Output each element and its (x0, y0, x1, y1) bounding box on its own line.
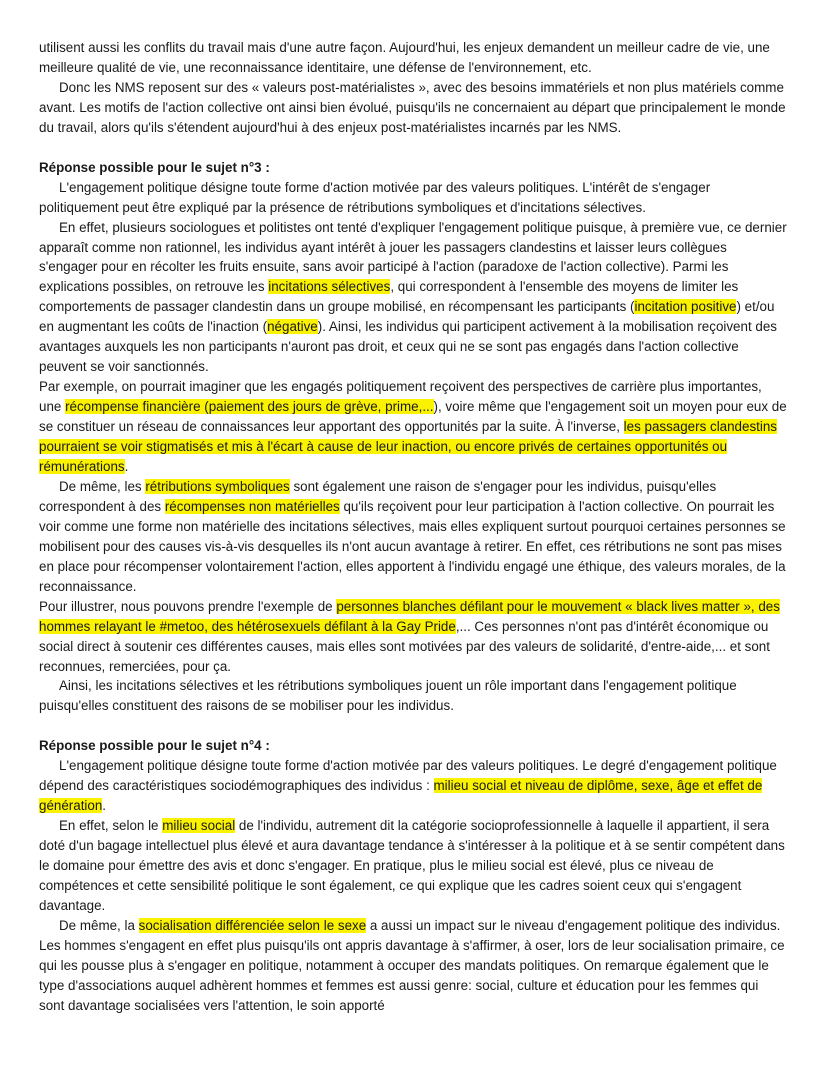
text-span: , qui correspondent à l'ensemble des moyens de limiter les comportements de passager clandestin dans un groupe mobilisé, en récompensant les participants ( (39, 279, 739, 315)
highlight: personnes blanches défilant pour le mouvement « black lives matter », des hommes relayant le #metoo, des hétérosexuels défilant à la Gay Pride (39, 598, 780, 634)
text-span: de l'individu, autrement dit la catégorie socioprofessionnelle à laquelle il appartient, il sera doté d'un bagage intellectuel plus élevé et aura davantage tendance à s'intéresser à la politique et à se sentir compétent dans le domaine pour émettre des avis et donc s'engager. En pratique, plus le milieu social est élevé, plus ce niveau de compétences et cette sensibilité politique le sont également, ce qui explique que les cadres soient ceux qui s'engagent davantage. (39, 818, 785, 913)
highlight: les passagers clandestins pourraient se voir stigmatisés et mis à l'écart à cause de leur inaction, ou encore privés de certaines opportunités ou rémunérations (39, 419, 777, 474)
text-span: ,... Ces personnes n'ont pas d'intérêt économique ou social direct à soutenir ces différentes causes, mais elles sont motivées par des valeurs de solidarité, d'entre-aide,... et sont reconnues, remerciées, pour ça. (39, 618, 770, 674)
text-span: L'engagement politique désigne toute forme d'action motivée par des valeurs politiques. Le degré d'engagement politique dépend des caractéristiques sociodémographiques des individus : (39, 758, 777, 794)
paragraph (39, 477, 787, 597)
text-span: ) et/ou en augmentant les coûts de l'inaction ( (39, 299, 775, 335)
spacer (39, 716, 787, 736)
highlight: socialisation différenciée selon le sexe (138, 917, 367, 933)
highlight: rétributions symboliques (145, 478, 290, 494)
paragraph (39, 597, 787, 677)
text-span: En effet, selon le (59, 818, 163, 834)
paragraph (39, 916, 787, 1016)
paragraph (39, 218, 787, 378)
paragraph (39, 816, 787, 916)
document-page (39, 38, 787, 1016)
text-span: En effet, plusieurs sociologues et politistes ont tenté d'expliquer l'engagement politique puisque, à première vue, ce dernier apparaît comme non rationnel, les individus ayant intérêt à jouer les passagers clandestins et laisser leurs collègues s'engager pour en récolter les fruits ensuite, sans avoir participé à l'action (paradoxe de l'action collective). Parmi les explications possibles, on retrouve les (39, 219, 787, 295)
text-span: . (124, 459, 129, 474)
text-span: Pour illustrer, nous pouvons prendre l'exemple de (39, 598, 337, 614)
text-span: ), voire même que l'engagement soit un moyen pour eux de se constituer un réseau de connaissances leur apportant des opportunités par la suite. À l'inverse, (39, 399, 787, 435)
text-span: qu'ils reçoivent pour leur participation à l'action collective. On pourrait les voir comme une forme non matérielle des incitations sélectives, mais elles expliquent surtout pourquoi certaines personnes se mobilisent pour des causes vis-à-vis desquelles ils n'ont aucun avantage à retirer. En effet, ces rétributions ne sont pas mises en place pour récompenser volontairement l'action, elles apportent à l'individu engagé une éthique, des valeurs morales, de la reconnaissance. (39, 498, 786, 594)
text-span: De même, les (59, 478, 146, 494)
paragraph: Ainsi, les incitations sélectives et les rétributions symboliques jouent un rôle important dans l'engagement politique puisqu'elles constituent des raisons de se mobiliser pour les individus. (39, 678, 737, 714)
section-heading: Réponse possible pour le sujet n°4 : (39, 738, 270, 754)
highlight: milieu social et niveau de diplôme, sexe, âge et effet de génération (39, 778, 763, 814)
highlight: incitations sélectives (268, 279, 391, 295)
text-span: sont également une raison de s'engager pour les individus, puisqu'elles correspondent à des (39, 478, 717, 514)
paragraph (39, 377, 787, 477)
text-span: ). Ainsi, les individus qui participent activement à la mobilisation reçoivent des avantages auxquels les non participants n'auront pas droit, et ceux qui ne se sont pas engagés dans l'action collective peuvent se voir sanctionnés. (39, 319, 777, 375)
paragraph: utilisent aussi les conflits du travail mais d'une autre façon. Aujourd'hui, les enjeux demandent un meilleur cadre de vie, une meilleure qualité de vie, une reconnaissance identitaire, une défense de l'environnement, etc. (39, 40, 770, 75)
highlight: récompenses non matérielles (164, 498, 340, 514)
paragraph: L'engagement politique désigne toute forme d'action motivée par des valeurs politiques. L'intérêt de s'engager politiquement peut être expliqué par la présence de rétributions symboliques et d'incitations sélectives. (39, 179, 711, 215)
highlight: milieu social (162, 818, 236, 834)
paragraph: Donc les NMS reposent sur des « valeurs post-matérialistes », avec des besoins immatériels et non plus matériels comme avant. Les motifs de l'action collective ont ainsi bien évolué, puisqu'ils ne concernaient au départ que principalement le monde du travail, alors qu'ils s'étendent aujourd'hui à des enjeux post-matérialistes incarnés par les NMS. (39, 79, 786, 135)
spacer (39, 138, 787, 158)
highlight: incitation positive (634, 299, 737, 315)
highlight: récompense financière (paiement des jours de grève, prime,... (65, 399, 434, 415)
text-span: De même, la (59, 917, 139, 933)
section-heading: Réponse possible pour le sujet n°3 : (39, 159, 270, 175)
highlight: négative (267, 319, 318, 335)
text-span: . (102, 798, 107, 814)
text-span: a aussi un impact sur le niveau d'engagement politique des individus. Les hommes s'engagent en effet plus puisqu'ils ont appris davantage à s'affirmer, à oser, lors de leur socialisation primaire, ce qui les pousse plus à s'engager en politique, notamment à occuper des mandats politiques. On remarque également que le type d'associations auquel adhèrent hommes et femmes est aussi genre: social, culture et éducation pour les femmes qui sont davantage socialisées vers l'attention, le soin apporté (39, 917, 785, 1013)
paragraph (39, 756, 787, 816)
text-span: Par exemple, on pourrait imaginer que les engagés politiquement reçoivent des perspectives de carrière plus importantes, une (39, 379, 762, 415)
